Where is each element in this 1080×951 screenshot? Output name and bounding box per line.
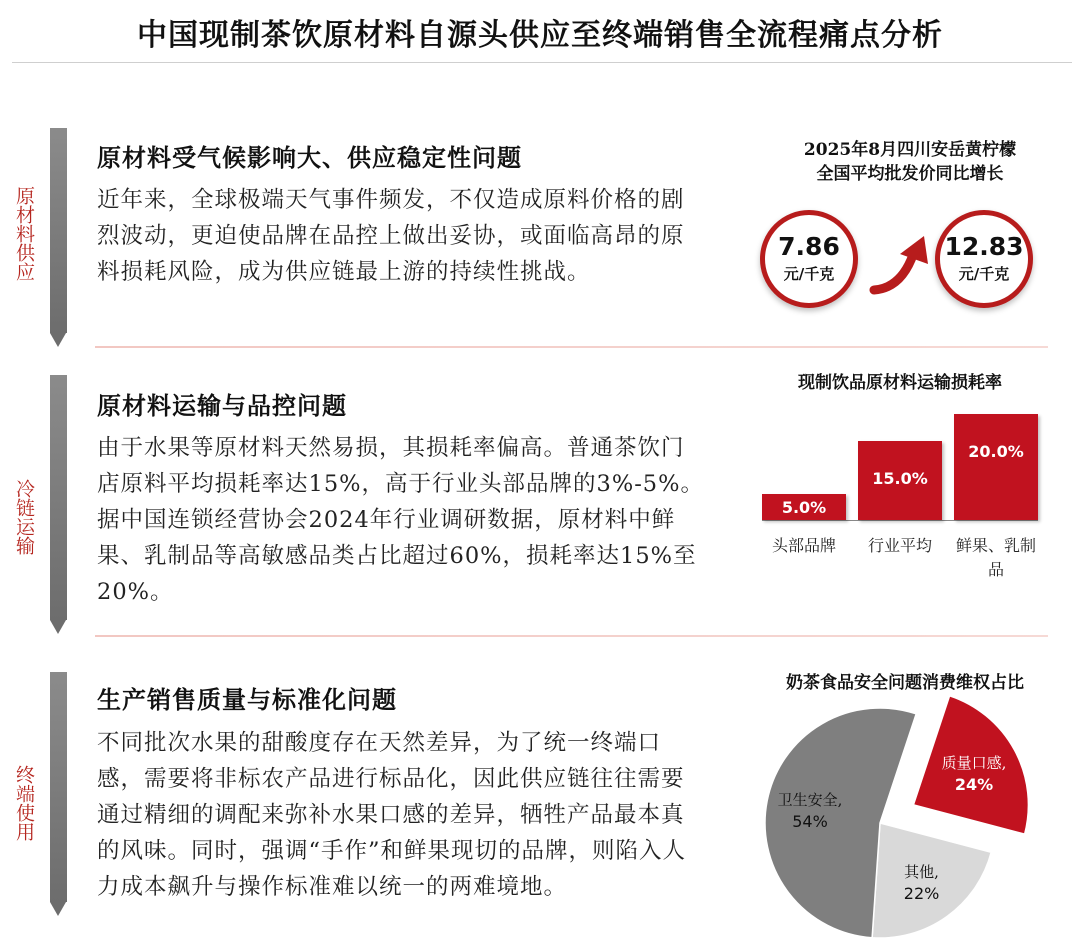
- bar-category-label-1: 头部品牌: [771, 536, 836, 555]
- bar-3: [954, 414, 1038, 520]
- price-panel-title: [760, 138, 1060, 186]
- section-bar-terminal: [50, 672, 67, 902]
- section-bar-supply: [50, 128, 67, 333]
- bar-chart-baseline: [762, 520, 1038, 521]
- bar-category-label-2: 行业平均: [867, 536, 932, 555]
- section-bar-tip-terminal: [50, 902, 66, 916]
- page-title: 中国现制茶饮原材料自源头供应至终端销售全流程痛点分析: [137, 18, 943, 53]
- price-to-circle: [935, 210, 1033, 308]
- pie-slice-label-2: 其他,: [904, 862, 939, 881]
- pie-slice-label-3: 卫生安全,: [777, 791, 843, 810]
- pie-slice-value-2: 22%: [903, 883, 940, 903]
- price-panel-title-line2: 全国平均批发价同比增长: [816, 164, 1004, 184]
- price-to-value: 12.83: [944, 232, 1024, 261]
- pie-chart-title: 奶茶食品安全问题消费维权占比: [786, 673, 1024, 693]
- section-title-terminal: 生产销售质量与标准化问题: [97, 685, 397, 714]
- section-body-terminal: 不同批次水果的甜酸度存在天然差异，为了统一终端口感，需要将非标农产品进行标品化，因此供应链往往需要通过精细的调配来弥补水果口感的差异，牺牲产品最本真的风味。同时，强调“手作”和鲜果现切的品牌，则陷入人力成本飙升与操作标准难以统一的两难境地。: [97, 730, 687, 900]
- bar-value-label-2: 15.0%: [872, 468, 928, 488]
- section-title-supply: 原材料受气候影响大、供应稳定性问题: [97, 143, 522, 172]
- pie-slice-value-3: 54%: [792, 812, 828, 832]
- section-body-supply: 近年来，全球极端天气事件频发，不仅造成原料价格的剧烈波动，更迫使品牌在品控上做出妥协，或面临高昂的原料损耗风险，成为供应链最上游的持续性挑战。: [97, 187, 685, 285]
- section-divider-2: [95, 635, 1048, 637]
- section-body-coldchain: 由于水果等原材料天然易损，其损耗率偏高。普通茶饮门店原料平均损耗率达15%，高于行业头部品牌的3%-5%。据中国连锁经营协会2024年行业调研数据，原材料中鲜果、乳制品等高敏感品类占比超过60%，损耗率达15%至20%。: [97, 435, 705, 605]
- price-from-circle: [760, 210, 858, 308]
- side-label-coldchain: 冷链运输: [13, 479, 35, 555]
- section-bar-tip-coldchain: [50, 620, 66, 634]
- side-label-terminal: 终端使用: [13, 765, 35, 841]
- price-from-value: 7.86: [778, 232, 840, 261]
- loss-chart-title: 现制饮品原材料运输损耗率: [798, 373, 1002, 393]
- section-title-coldchain: 原材料运输与品控问题: [97, 391, 347, 420]
- bar-value-label-3: 20.0%: [968, 442, 1024, 461]
- price-panel-title-line1: 2025年8月四川安岳黄柠檬: [803, 140, 1017, 160]
- side-label-supply: 原材料供应: [13, 185, 35, 281]
- section-bar-coldchain: [50, 375, 67, 620]
- pie-slice-label-1: 质量口感,: [941, 754, 1007, 773]
- price-to-unit: 元/千克: [958, 265, 1010, 283]
- price-from-unit: 元/千克: [783, 265, 835, 283]
- bar-category-label-3: 鲜果、乳制品: [955, 536, 1036, 579]
- increase-arrow-icon: [868, 228, 938, 298]
- bar-value-label-1: 5.0%: [781, 497, 827, 517]
- complaint-share-pie-chart: [740, 695, 1070, 945]
- pie-slice-value-1: 24%: [954, 775, 994, 795]
- title-divider: [12, 62, 1072, 63]
- section-bar-tip-supply: [50, 333, 66, 347]
- section-divider-1: [95, 346, 1048, 348]
